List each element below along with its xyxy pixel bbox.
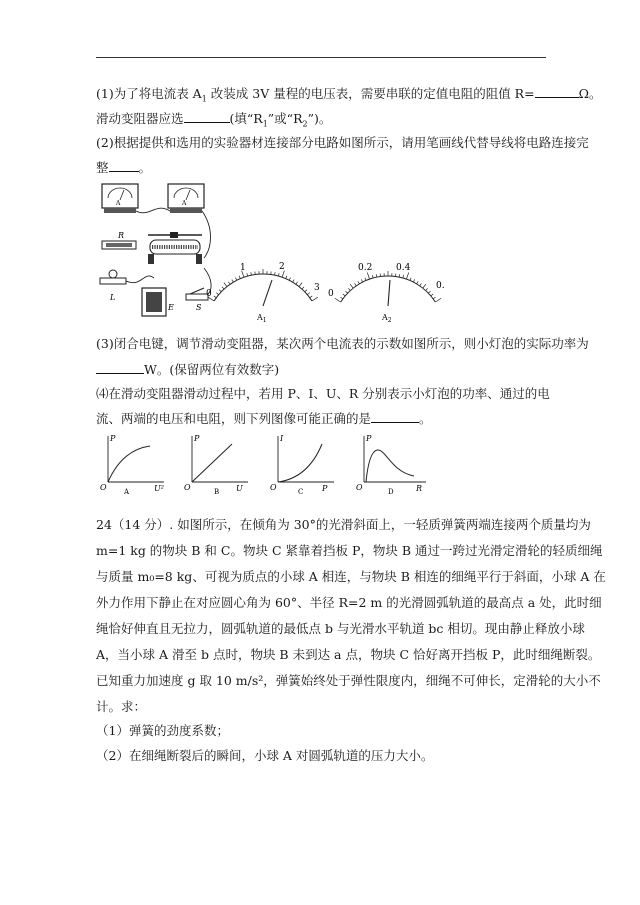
- q3-line2: [96, 361, 279, 378]
- meter-a1: [200, 252, 326, 324]
- q24-line-6: A，当小球 A 滑至 b 点时，物块 B 未到达 a 点，物块 C 恰好离开挡板 P，此时细绳断裂。: [96, 647, 601, 662]
- meter-tick: [219, 290, 221, 292]
- meter-tick: [428, 291, 430, 293]
- meter-tick: [343, 294, 345, 296]
- q1-text-c: 滑动变阻器应选: [96, 111, 184, 126]
- meter-tick: [435, 298, 441, 302]
- graph-b-origin: O: [184, 483, 191, 492]
- q24-line-7: 已知重力加速度 g 取 10 m/s²，弹簧始终处于弹性限度内，细绳不可伸长，定滑轮的大小不: [96, 673, 601, 688]
- answer-blank-rheostat[interactable]: [184, 110, 230, 123]
- meter-tick: [350, 284, 353, 288]
- q3-line1: (3)闭合电键，调节滑动变阻器，某次两个电流表的示数如图所示，则小灯泡的实际功率为: [96, 336, 589, 351]
- battery: [142, 288, 174, 316]
- q1-sub-r2: 2: [302, 119, 308, 129]
- meter-tick: [399, 274, 400, 277]
- q1-line1: [96, 85, 601, 108]
- ammeter-2-label: A: [182, 200, 187, 207]
- meter-tick: [305, 290, 307, 292]
- meter-tick: [410, 278, 411, 281]
- meter-tick: [224, 283, 227, 287]
- meter-tick: [406, 273, 408, 280]
- fixed-resistor: [102, 231, 136, 249]
- q3-text: W。(保留两位有效数字): [144, 362, 280, 377]
- answer-blank-r[interactable]: [535, 85, 579, 98]
- q1-text-a: (1)为了将电流表 A: [96, 86, 202, 101]
- graph-c-ylabel: I: [280, 434, 284, 443]
- meter-a1-needle: [263, 280, 272, 306]
- meter-a2-tick-2: 0.4: [396, 263, 411, 273]
- meter-tick: [214, 296, 216, 298]
- graph-b-ylabel: P: [194, 434, 200, 443]
- meter-tick: [296, 282, 298, 284]
- q24-line-8: 计。求：: [96, 699, 147, 714]
- meter-tick: [348, 288, 350, 290]
- q2-text-a: 整: [96, 160, 109, 175]
- answer-blank-circuit[interactable]: [109, 159, 139, 172]
- graph-d-label: D: [388, 488, 394, 496]
- meter-arc: [214, 274, 312, 301]
- meter-a2-tick-0: 0: [328, 289, 334, 299]
- q1-text-e: ”或“R: [267, 111, 303, 126]
- ammeter-1: [102, 184, 138, 213]
- meter-tick: [312, 297, 318, 301]
- q24-line-5: 绳恰好伸直且无拉力，圆弧轨道的最低点 b 与光滑水平轨道 bc 相切。现由静止释放小球: [96, 621, 585, 636]
- meter-tick: [361, 279, 362, 282]
- meter-tick: [299, 283, 302, 287]
- meter-a1-tick-3: 3: [314, 283, 320, 293]
- answer-blank-graph[interactable]: [371, 410, 419, 423]
- graph-d-xlabel: R: [416, 484, 423, 493]
- meter-tick: [228, 282, 230, 284]
- battery-label: E: [168, 303, 174, 312]
- ammeter-2: [168, 184, 204, 213]
- meter-a1-name-main: A: [257, 313, 263, 322]
- q2-line2: [96, 159, 151, 176]
- q1-sub: 1: [201, 94, 207, 104]
- meter-tick: [275, 272, 276, 275]
- q24-line-2: m=1 kg 的物块 B 和 C。物块 C 紧靠着挡板 P，物块 B 通过一跨过光滑定滑轮的轻质细绳: [96, 543, 603, 558]
- meter-tick: [355, 283, 357, 285]
- meter-tick: [222, 287, 224, 289]
- lamp-label: L: [110, 293, 116, 302]
- lamp: [100, 270, 126, 302]
- meter-tick: [403, 275, 404, 278]
- q4-line2: [96, 410, 432, 427]
- meter-tick: [247, 273, 248, 276]
- q24-line-1: 24（14 分）. 如图所示，在倾角为 30°的光滑斜面上，一轻质弹簧两端连接两个质量均为: [96, 517, 591, 532]
- graph-c-label: C: [298, 488, 304, 496]
- ammeter-1-label: A: [116, 200, 121, 207]
- meter-a2: [326, 252, 450, 324]
- answer-blank-power[interactable]: [96, 361, 144, 374]
- graph-a: [98, 432, 168, 496]
- q1-sub-r1: 1: [262, 119, 268, 129]
- graph-b: [182, 432, 252, 496]
- q24-line-3: 与质量 m₀=8 kg、可视为质点的小球 A 相连，与物块 B 相连的细绳平行于斜面，小球 A 在: [96, 569, 606, 584]
- graph-c: [268, 432, 338, 496]
- q4-text-a: 流、两端的电压和电阻，则下列图像可能正确的是: [96, 411, 372, 426]
- graph-a-label: A: [124, 488, 130, 496]
- meter-tick: [413, 279, 414, 282]
- meter-a1-tick-2: 2: [279, 262, 285, 272]
- graph-d-ylabel: P: [366, 434, 372, 443]
- meter-tick: [286, 276, 287, 279]
- meter-tick: [289, 278, 290, 281]
- meter-tick: [433, 297, 435, 299]
- meter-a2-name-sub: 2: [387, 317, 392, 324]
- meter-a1-tick-1: 1: [240, 263, 246, 273]
- meter-tick: [372, 275, 373, 278]
- meter-tick: [346, 291, 348, 293]
- meter-a1-tick-0: 0: [206, 289, 212, 299]
- q2-line1: (2)根据提供和选用的实验器材连接部分电路如图所示，请用笔画线代替导线将电路连接完: [96, 135, 589, 150]
- q1-text-d: (填“R: [229, 111, 263, 126]
- q4-line1: ⑷在滑动变阻器滑动过程中，若用 P、I、U、R 分别表示小灯泡的功率、通过的电: [96, 386, 550, 401]
- meter-tick: [216, 293, 218, 295]
- meter-tick: [431, 294, 433, 296]
- header-rule: [96, 57, 546, 58]
- meter-a2-tick-3: 0.: [436, 281, 445, 291]
- resistor-label: R: [118, 231, 125, 240]
- meter-tick: [278, 273, 279, 276]
- meter-tick: [420, 283, 422, 285]
- meter-a2-tick-1: 0.2: [358, 263, 373, 273]
- q1-line2: [96, 110, 331, 133]
- q2-text-b: 。: [138, 160, 152, 175]
- q1-unit: Ω。: [578, 86, 602, 101]
- meter-a2-name: [381, 313, 392, 324]
- meter-a2-needle: [388, 280, 390, 306]
- meter-tick: [423, 284, 426, 288]
- meter-tick: [340, 297, 342, 299]
- meter-tick: [310, 296, 312, 298]
- meter-tick: [335, 298, 341, 302]
- graph-b-label: B: [214, 488, 220, 496]
- meter-tick: [232, 280, 234, 283]
- q24-sub-question-1: （1）弹簧的劲度系数；: [96, 723, 229, 738]
- q1-text-b: 改装成 3V 量程的电压表，需要串联的定值电阻的阻值 R=: [206, 86, 535, 101]
- meter-a2-name-main: A: [382, 313, 388, 322]
- meter-tick: [251, 272, 252, 275]
- graph-a-ylabel: P: [110, 434, 116, 443]
- q24-sub-question-2: （2）在细绳断裂后的瞬间，小球 A 对圆弧轨道的压力大小。: [96, 748, 434, 763]
- q4-text-b: 。: [419, 411, 432, 426]
- meter-tick: [293, 280, 295, 283]
- meter-arc: [341, 276, 436, 302]
- q1-text-f: ”)。: [307, 111, 332, 126]
- meter-tick: [426, 288, 428, 290]
- meter-tick: [417, 281, 419, 284]
- meter-a1-name-sub: 1: [262, 317, 267, 324]
- meter-tick: [367, 273, 369, 280]
- meter-tick: [235, 278, 236, 281]
- meter-a1-name: [256, 313, 267, 324]
- meter-tick: [302, 287, 304, 289]
- meter-tick: [358, 281, 360, 284]
- meter-tick: [307, 293, 309, 295]
- graph-a-origin: O: [100, 483, 107, 492]
- meter-tick: [365, 278, 366, 281]
- graph-b-xlabel: U: [236, 484, 243, 493]
- meter-a2-scale: [335, 271, 441, 302]
- graph-a-xlabel: U²: [154, 484, 164, 493]
- graph-c-xlabel: P: [322, 484, 328, 493]
- meter-tick: [239, 276, 240, 279]
- q24-line-4: 外力作用下静止在对应圆心角为 60°、半径 R=2 m 的光滑圆弧轨道的最高点 a 处，此时细: [96, 595, 602, 610]
- meter-a1-scale: [208, 269, 318, 301]
- graph-d-origin: O: [356, 483, 363, 492]
- graph-c-origin: O: [270, 483, 277, 492]
- rheostat: [148, 232, 202, 264]
- meter-tick: [376, 274, 377, 277]
- switch-label: S: [196, 303, 202, 312]
- graph-d: [354, 432, 430, 496]
